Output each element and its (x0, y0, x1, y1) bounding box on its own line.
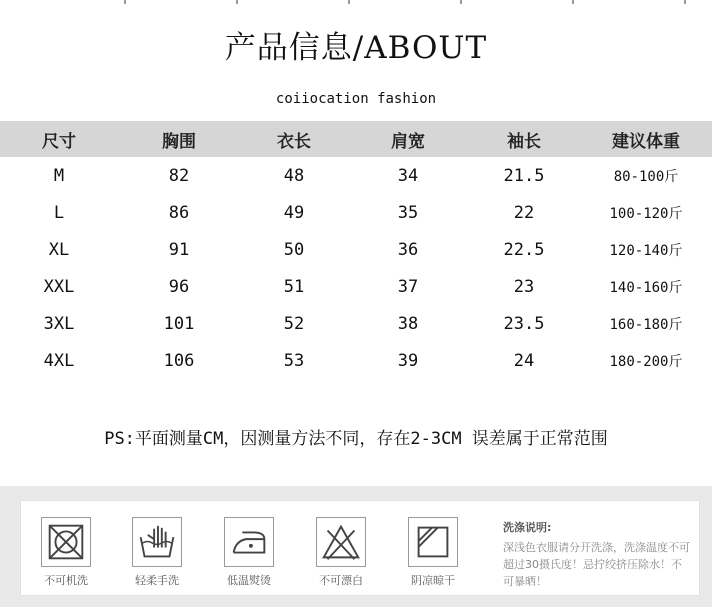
care-instructions-panel (0, 486, 712, 607)
header-chest: 胸围 (162, 131, 196, 152)
cell-shoulder: 36 (397, 239, 419, 260)
cell-size: 3XL (43, 313, 75, 334)
cell-chest: 101 (163, 313, 195, 334)
table-row (0, 342, 712, 379)
cell-sleeve: 21.5 (503, 165, 545, 186)
cell-size: 4XL (43, 350, 75, 371)
table-row (0, 194, 712, 231)
care-label: 轻柔手洗 (135, 574, 179, 587)
cell-sleeve: 23 (513, 276, 535, 297)
cell-length: 49 (283, 202, 305, 223)
cell-weight: 160-180斤 (609, 316, 683, 333)
measurement-note: PS:平面测量CM，因测量方法不同，存在2-3CM 误差属于正常范围 (104, 429, 608, 449)
wash-title: 洗涤说明: (503, 521, 552, 534)
cell-size: XL (48, 239, 70, 260)
table-header-row (0, 121, 712, 157)
cell-weight: 120-140斤 (609, 242, 683, 259)
cell-sleeve: 22.5 (503, 239, 545, 260)
cell-shoulder: 35 (397, 202, 419, 223)
care-instructions-card (20, 500, 700, 596)
cell-chest: 106 (163, 350, 195, 371)
care-label: 不可漂白 (319, 574, 363, 587)
size-table (0, 121, 712, 379)
no-machine-wash-icon (41, 517, 91, 567)
cell-length: 52 (283, 313, 305, 334)
cell-shoulder: 37 (397, 276, 419, 297)
page-title: 产品信息/ABOUT (224, 30, 488, 66)
care-item-no-bleach (301, 517, 381, 588)
cell-weight: 100-120斤 (609, 205, 683, 222)
header-size: 尺寸 (42, 131, 76, 152)
cell-length: 51 (283, 276, 305, 297)
header-sleeve: 袖长 (507, 131, 541, 152)
cell-size: M (53, 165, 65, 186)
care-label: 低温熨烫 (227, 574, 271, 587)
care-item-shade-dry (393, 517, 473, 588)
table-row (0, 268, 712, 305)
wash-text: 深浅色衣服请分开洗涤，洗涤温度不可超过30摄氏度！忌拧绞挤压除水！不可暴晒！ (503, 541, 690, 588)
care-item-low-temp-iron (209, 517, 289, 588)
cell-length: 50 (283, 239, 305, 260)
care-label: 不可机洗 (44, 574, 88, 587)
cell-chest: 91 (168, 239, 190, 260)
care-label: 阴凉晾干 (411, 574, 455, 587)
cell-chest: 82 (168, 165, 190, 186)
header-weight: 建议体重 (612, 131, 680, 152)
cell-sleeve: 24 (513, 350, 535, 371)
cell-weight: 180-200斤 (609, 353, 683, 370)
cell-sleeve: 23.5 (503, 313, 545, 334)
cell-shoulder: 39 (397, 350, 419, 371)
care-item-hand-wash (117, 517, 197, 588)
cell-shoulder: 34 (397, 165, 419, 186)
header-shoulder: 肩宽 (391, 131, 425, 152)
table-row (0, 157, 712, 194)
cell-weight: 80-100斤 (613, 168, 679, 185)
cell-length: 48 (283, 165, 305, 186)
hand-wash-icon (132, 517, 182, 567)
no-bleach-icon (316, 517, 366, 567)
cell-weight: 140-160斤 (609, 279, 683, 296)
brand-subtitle: coiiocation fashion (275, 91, 437, 107)
care-item-no-machine-wash (26, 517, 106, 588)
header-length: 衣长 (277, 131, 311, 152)
cell-sleeve: 22 (513, 202, 535, 223)
cell-size: L (53, 202, 65, 223)
table-row (0, 305, 712, 342)
wash-instructions (503, 519, 691, 591)
shade-dry-icon (408, 517, 458, 567)
cell-size: XXL (43, 276, 75, 297)
cell-length: 53 (283, 350, 305, 371)
low-temp-iron-icon (224, 517, 274, 567)
cell-chest: 96 (168, 276, 190, 297)
top-edge-marks (0, 0, 712, 4)
cell-chest: 86 (168, 202, 190, 223)
cell-shoulder: 38 (397, 313, 419, 334)
table-row (0, 231, 712, 268)
